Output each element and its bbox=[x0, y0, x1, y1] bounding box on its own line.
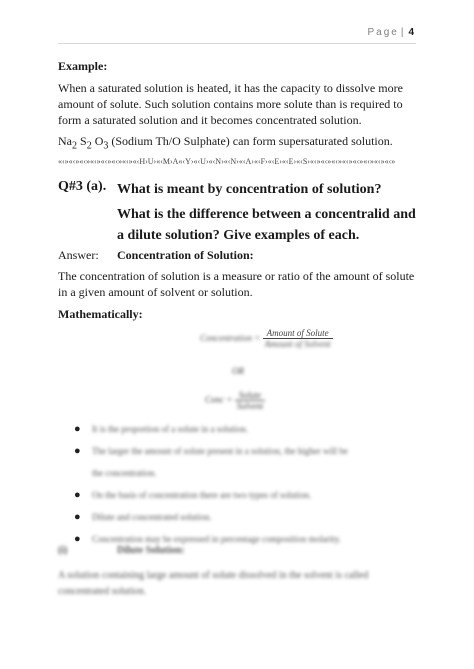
formula1-fraction bbox=[263, 328, 333, 349]
bullet-item: ● On the basis of concentration there are two types of solution. bbox=[72, 484, 402, 506]
bullet-item: ● Concentration may be expressed in percentage composition molarity. bbox=[72, 528, 402, 550]
formula-o: O bbox=[91, 134, 104, 148]
header-rule bbox=[58, 43, 416, 44]
formula-o-sub: 3 bbox=[103, 140, 109, 152]
formula2-denominator: Solvent bbox=[236, 401, 264, 411]
bullet-icon: ● bbox=[74, 445, 81, 457]
dilute-paragraph: A solution containing large amount of solute dissolved in the solvent is called concentrated solution. bbox=[58, 570, 369, 597]
dilute-heading: Dilute Solution: bbox=[117, 545, 185, 556]
formula-na: Na bbox=[58, 134, 72, 148]
dilute-number: (i) bbox=[58, 545, 68, 556]
question-line2: What is the difference between a concentralid and a dilute solution? Give examples of each. bbox=[117, 207, 416, 243]
formula-na-sub: 2 bbox=[72, 140, 77, 152]
bullet-icon: ● bbox=[74, 423, 81, 435]
formula-or: OR bbox=[232, 366, 244, 376]
formula-line bbox=[58, 133, 418, 154]
formula-s-sub: 2 bbox=[86, 140, 92, 152]
answer-heading: Concentration of Solution: bbox=[117, 248, 254, 262]
page-header bbox=[367, 27, 414, 38]
page-separator: | bbox=[400, 27, 404, 38]
page-word: Page bbox=[367, 27, 399, 38]
bullet-icon: ● bbox=[74, 511, 81, 523]
formula-s: S bbox=[77, 134, 87, 148]
answer-label: Answer: bbox=[58, 248, 99, 262]
question-line1: What is meant by concentration of solution? bbox=[117, 182, 382, 197]
formula2-numerator: Solute bbox=[235, 390, 266, 401]
bullet-item: ● Dilute and concentrated solution. bbox=[72, 506, 402, 528]
formula-conc bbox=[205, 390, 265, 411]
decorative-divider: «‹»«‹»«‹»«‹»«‹»«‹»«‹»«‹H›U›«‹M›A«‹Y›«‹U›«‹N›«‹N›«‹A›«‹F›«‹E›«‹E›«‹S›«‹»«‹»«‹»«‹»«‹»«‹»«‹»«‹» bbox=[58, 157, 396, 166]
bullet-icon: ● bbox=[74, 489, 81, 501]
formula-concentration bbox=[200, 328, 333, 349]
formula1-numerator: Amount of Solute bbox=[263, 328, 333, 339]
concentration-bullets bbox=[72, 418, 402, 550]
formula1-lhs: Concentration = bbox=[200, 332, 261, 343]
example-heading: Example: bbox=[58, 59, 108, 73]
bullet-item: ● The larger the amount of solute present in a solution, the higher will be bbox=[72, 440, 402, 462]
page-number: 4 bbox=[408, 27, 414, 38]
formula2-lhs: Conc = bbox=[205, 394, 233, 405]
answer-paragraph: The concentration of solution is a measure or ratio of the amount of solute in a given amount of solvent or solution. bbox=[58, 269, 415, 299]
bullet-icon: ● bbox=[74, 533, 81, 545]
bullet-item: ● It is the proportion of a solute in a solution. bbox=[72, 418, 402, 440]
formula2-fraction bbox=[235, 390, 266, 411]
example-paragraph: When a saturated solution is heated, it has the capacity to dissolve more amount of solute. Such solution contains more solute than is required to form a saturated solution and it becomes concentrated solution. bbox=[58, 81, 403, 127]
mathematically-heading: Mathematically: bbox=[58, 307, 143, 321]
formula-rest: (Sodium Th/O Sulphate) can form supersaturated solution. bbox=[108, 134, 393, 148]
formula1-denominator: Amount of Solvent bbox=[264, 339, 331, 349]
question-label: Q#3 (a). bbox=[58, 179, 107, 194]
bullet-item-continuation: the concentration. bbox=[92, 468, 157, 478]
